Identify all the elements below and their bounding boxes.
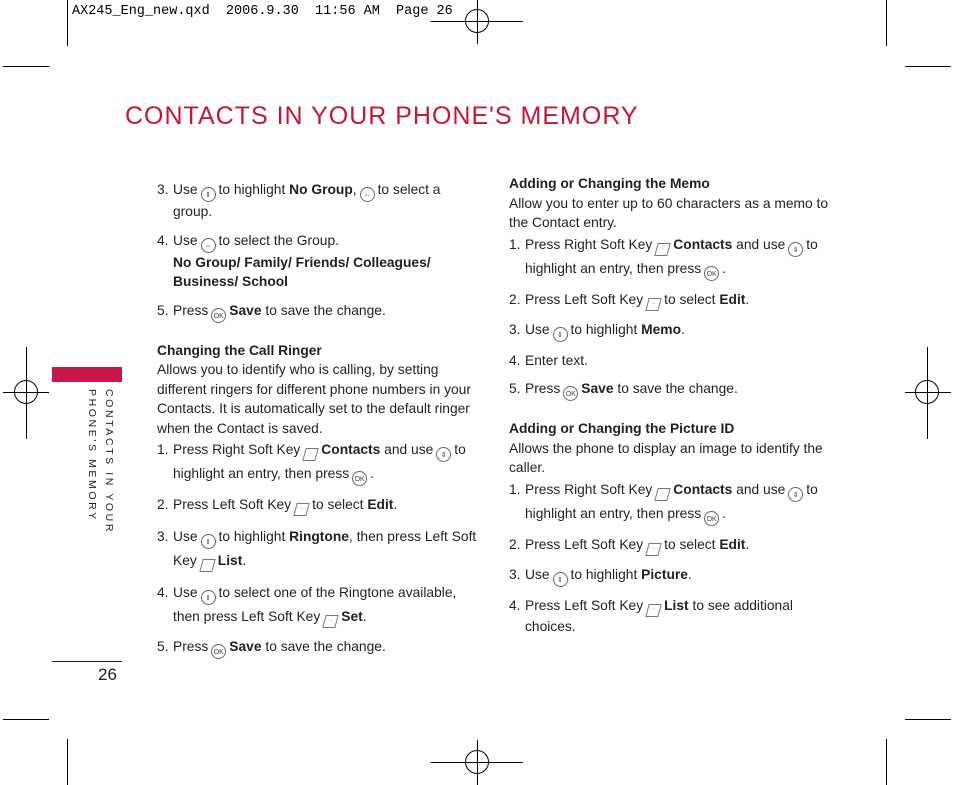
crop-mark bbox=[3, 66, 49, 67]
left-column bbox=[157, 180, 477, 668]
left-softkey-icon: · bbox=[323, 615, 339, 628]
section-description: Allow you to enter up to 60 characters as a memo to the Contact entry. bbox=[509, 195, 829, 230]
step-item: 4. Use ⇕ to select one of the Ringtone available, then press Left Soft Key · Set. bbox=[157, 581, 477, 628]
right-softkey-icon: · bbox=[303, 448, 319, 461]
nav-leftright-icon: ⇔ bbox=[360, 187, 375, 202]
step-item: 3. Use ⇕ to highlight Ringtone, then press Left Soft Key · List. bbox=[157, 525, 477, 572]
left-softkey-icon: · bbox=[293, 503, 309, 516]
right-softkey-icon: · bbox=[655, 488, 671, 501]
registration-circle bbox=[465, 9, 489, 33]
crop-mark bbox=[67, 0, 68, 46]
step-item: 2. Press Left Soft Key · to select Edit. bbox=[509, 290, 831, 311]
left-softkey-icon: · bbox=[645, 298, 661, 311]
section-description: Allows the phone to display an image to identify the caller. bbox=[509, 440, 823, 475]
step-item: 4. Enter text. bbox=[509, 352, 588, 368]
section-description: Allows you to identify who is calling, by setting different ringers for different phone numbers in your Contacts. It is automatically set to the default ringer when the Contact is saved. bbox=[157, 362, 471, 436]
left-softkey-icon: · bbox=[645, 604, 661, 617]
nav-updown-icon: ⇕ bbox=[788, 242, 803, 257]
crop-mark bbox=[905, 66, 951, 67]
nav-updown-icon: ⇕ bbox=[553, 327, 568, 342]
step-item: 4. Press Left Soft Key · List to see additional choices. bbox=[509, 597, 793, 634]
step-item: 4. Use ⇔ to select the Group. No Group/ Family/ Friends/ Colleagues/ Business/ School bbox=[157, 232, 431, 289]
nav-updown-icon: ⇕ bbox=[553, 572, 568, 587]
ok-key-icon: OK bbox=[563, 386, 578, 401]
step-item: 1. Press Right Soft Key · Contacts and use ⇕ to highlight an entry, then press OK . bbox=[509, 233, 831, 281]
step-item: 2. Press Left Soft Key · to select Edit. bbox=[157, 495, 477, 516]
section-heading: Changing the Call Ringer bbox=[157, 342, 322, 358]
page-title: CONTACTS IN YOUR PHONE'S MEMORY bbox=[125, 102, 639, 130]
ok-key-icon: OK bbox=[211, 644, 226, 659]
right-softkey-icon: · bbox=[655, 243, 671, 256]
step-item: 3. Use ⇕ to highlight No Group, ⇔ to select a group. bbox=[157, 182, 441, 219]
nav-updown-icon: ⇕ bbox=[201, 534, 216, 549]
crop-mark bbox=[3, 719, 49, 720]
crop-mark bbox=[905, 719, 951, 720]
ok-key-icon: OK bbox=[704, 266, 719, 281]
step-item: 5. Press OK Save to save the change. bbox=[509, 379, 831, 401]
registration-circle bbox=[915, 380, 939, 404]
section-heading: Adding or Changing the Picture ID bbox=[509, 421, 735, 436]
step-item: 1. Press Right Soft Key · Contacts and use ⇕ to highlight an entry, then press OK . bbox=[509, 478, 831, 526]
side-section-label: CONTACTS IN YOUR PHONE'S MEMORY bbox=[86, 389, 115, 535]
nav-updown-icon: ⇕ bbox=[788, 487, 803, 502]
page-number-rule bbox=[52, 661, 122, 662]
nav-leftright-icon: ⇔ bbox=[201, 238, 216, 253]
left-softkey-icon: · bbox=[199, 559, 215, 572]
ok-key-icon: OK bbox=[211, 308, 226, 323]
step-item: 2. Press Left Soft Key · to select Edit. bbox=[509, 535, 831, 556]
ok-key-icon: OK bbox=[704, 511, 719, 526]
step-item: 3. Use ⇕ to highlight Memo. bbox=[509, 320, 831, 342]
page-number: 26 bbox=[98, 665, 117, 684]
step-item: 5. Press OK Save to save the change. bbox=[157, 637, 477, 659]
crop-mark bbox=[886, 0, 887, 46]
registration-circle bbox=[465, 750, 489, 774]
registration-circle bbox=[14, 380, 38, 404]
step-item: 1. Press Right Soft Key · Contacts and use ⇕ to highlight an entry, then press OK . bbox=[157, 438, 477, 486]
right-column bbox=[509, 174, 831, 645]
nav-updown-icon: ⇕ bbox=[201, 590, 216, 605]
crop-mark bbox=[886, 739, 887, 785]
crop-mark bbox=[67, 739, 68, 785]
nav-updown-icon: ⇕ bbox=[436, 447, 451, 462]
ok-key-icon: OK bbox=[352, 471, 367, 486]
section-tab bbox=[52, 367, 122, 382]
nav-updown-icon: ⇕ bbox=[201, 187, 216, 202]
section-heading: Adding or Changing the Memo bbox=[509, 176, 710, 191]
step-item: 5. Press OK Save to save the change. bbox=[157, 301, 477, 323]
print-slug: AX245_Eng_new.qxd 2006.9.30 11:56 AM Page 26 bbox=[72, 4, 453, 19]
step-item: 3. Use ⇕ to highlight Picture. bbox=[509, 565, 831, 587]
left-softkey-icon: · bbox=[645, 543, 661, 556]
